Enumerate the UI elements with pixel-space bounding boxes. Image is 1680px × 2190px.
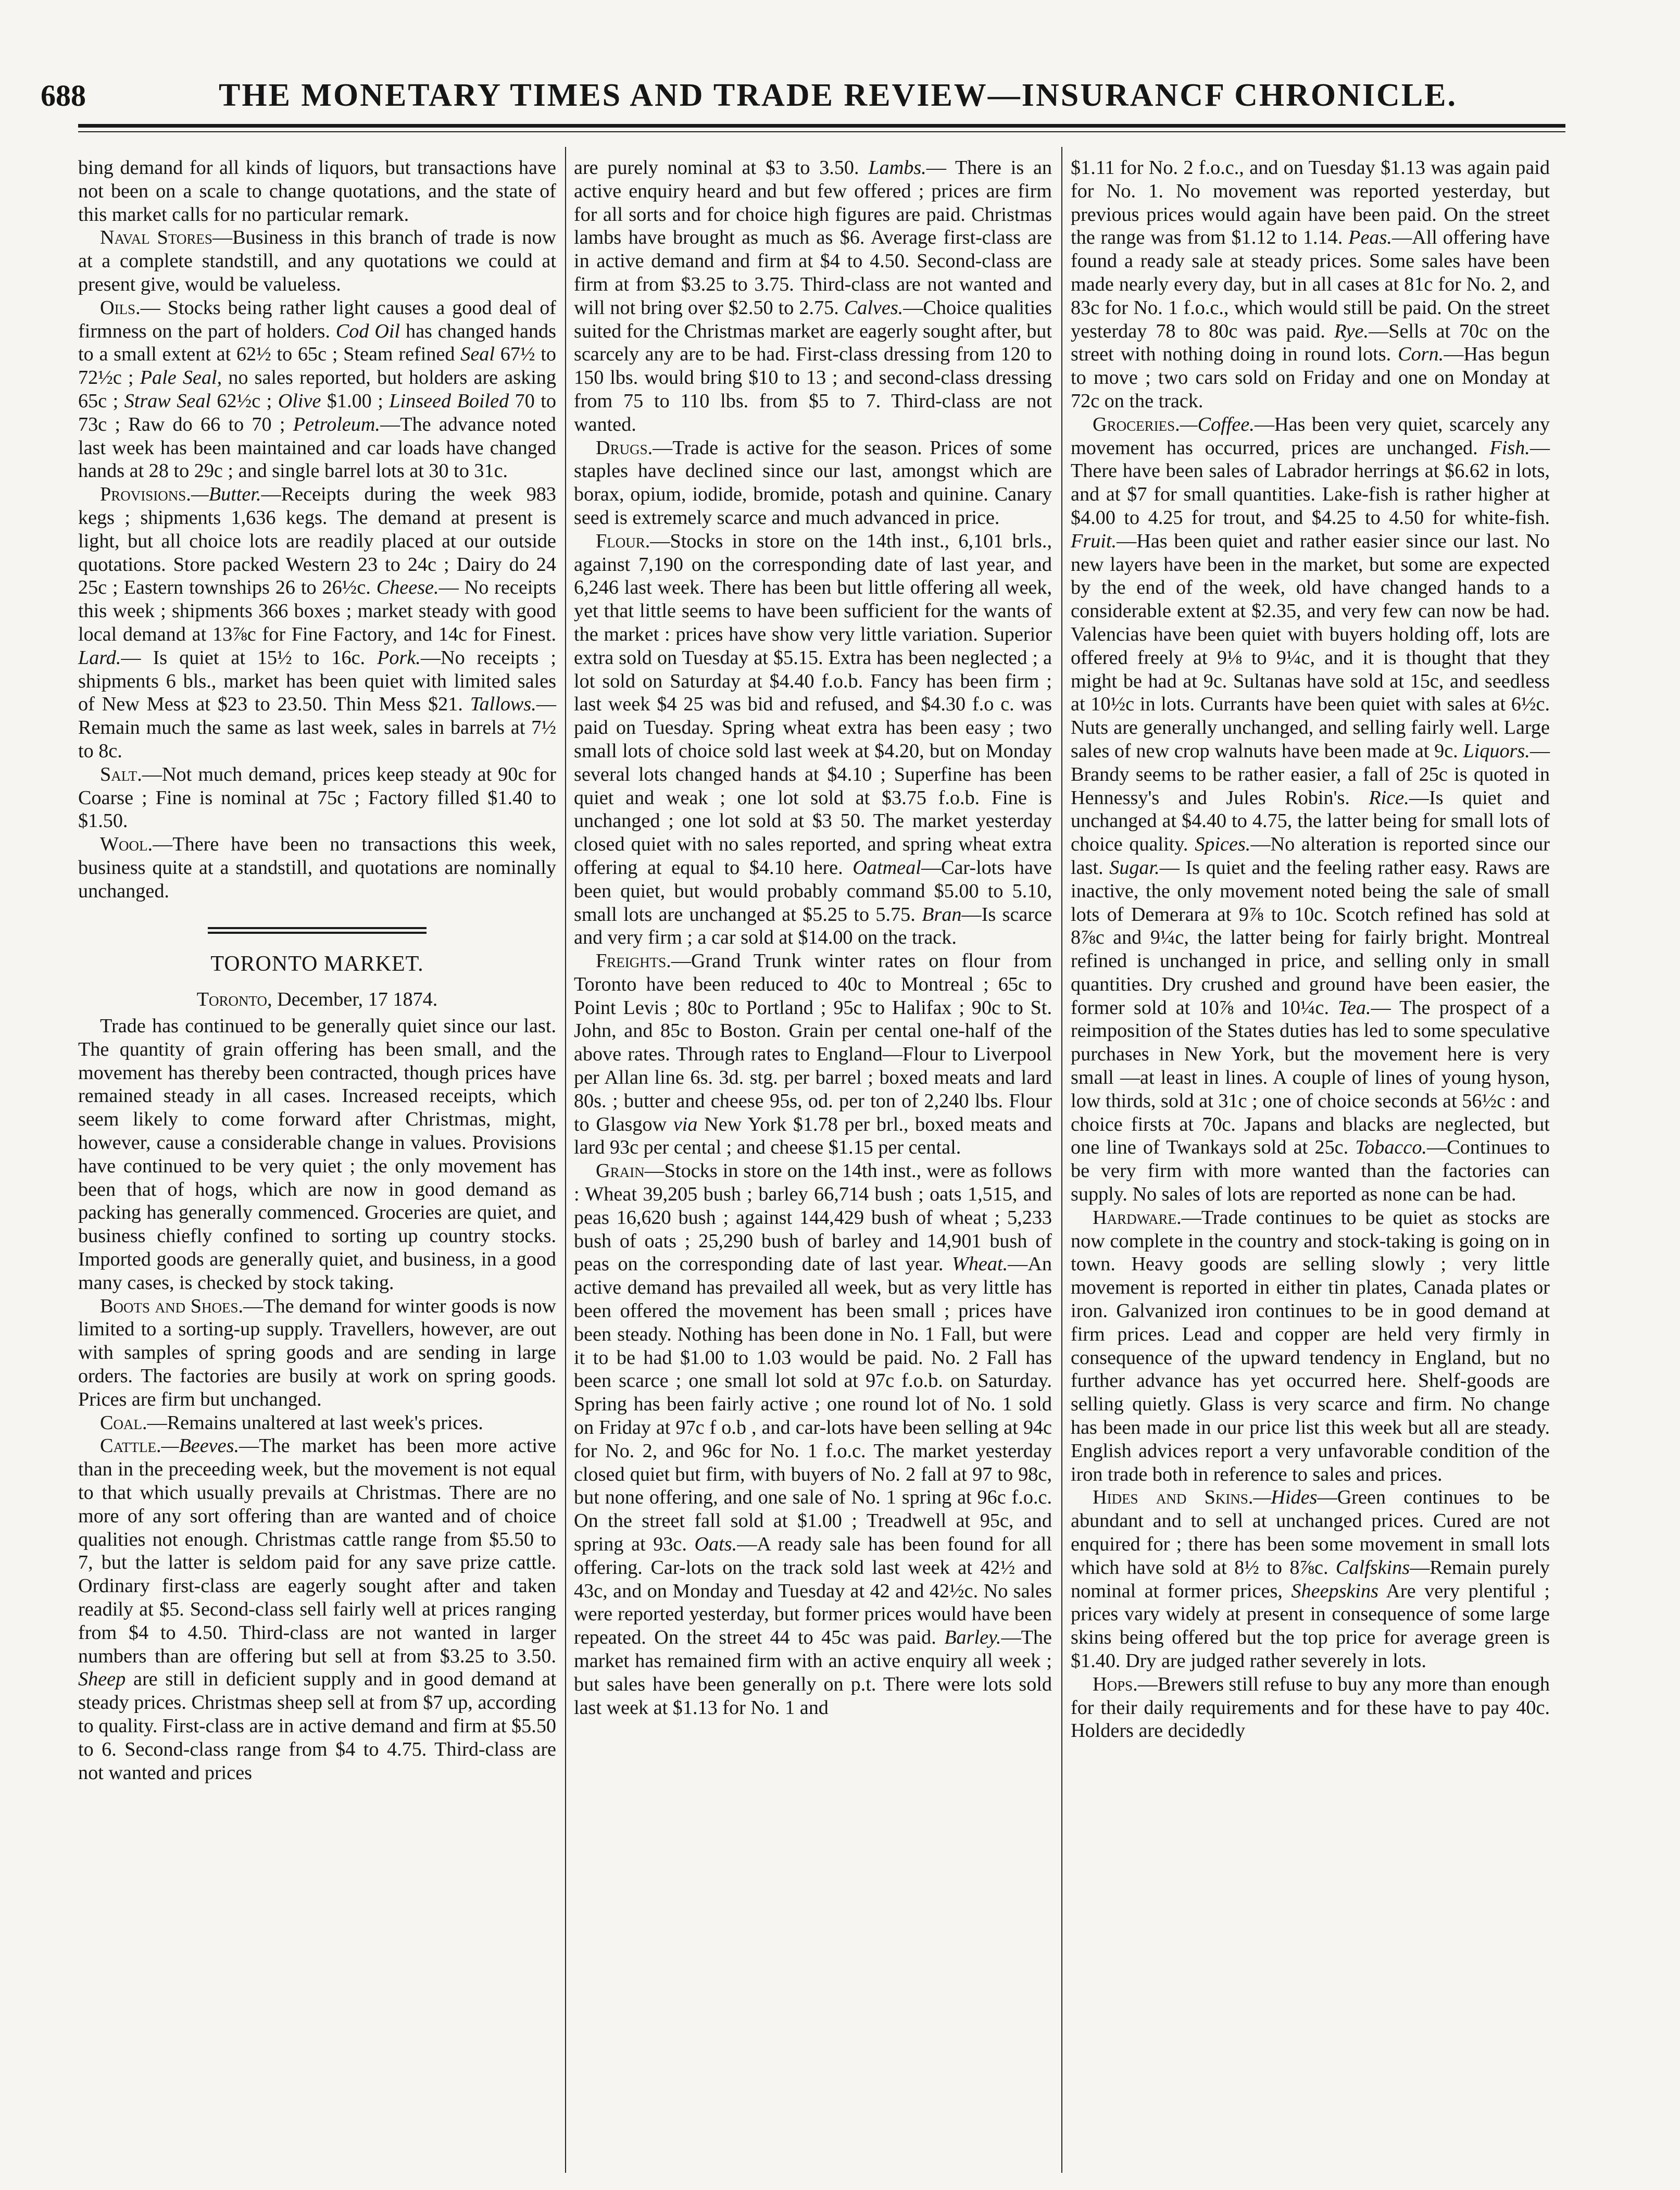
- item-label: Oats.: [694, 1533, 737, 1556]
- groceries-paragraph: [1071, 413, 1550, 1206]
- text: —Choice qualities suited for the Christmas market are eagerly sought after, but scarcely any are to be had. First-class dressing from 120 to 150 lbs. would bring $10 to 13 ; and second-class dressing from 75 to 110 lbs. from $5 to 7. Third-class are not wanted.: [574, 296, 1052, 435]
- text: —Remain purely nominal at former prices,: [1071, 1556, 1550, 1602]
- toronto-intro-paragraph: [78, 1015, 556, 1295]
- text: —Remains unaltered at last week's prices.: [147, 1411, 483, 1434]
- item-label: —Beeves.: [161, 1435, 239, 1457]
- dateline-place: Toronto,: [196, 988, 272, 1011]
- item-label: Rice.: [1369, 786, 1409, 809]
- text: —Green continues to be abundant and to sell at unchanged prices. Cured are not enquired for ; there has been some movement in small lots which have sold at 8½ to 8⅞c.: [1071, 1486, 1550, 1579]
- cattle-paragraph: [78, 1434, 556, 1784]
- text: — Is quiet at 15½ to 16c.: [121, 646, 378, 669]
- text: — Is quiet and the feeling rather easy. Raws are inactive, the only movement noted being the sale of small lots of Demerara at 9⅞ to 10c. Scotch refined has sold at 8⅞c and 9¼c, the latter being for fairly bright. Montreal refined is unchanged in price, and selling only in small quantities. Dry crushed and ground have been easier, the former sold at 10⅞ and 10¼c.: [1071, 856, 1550, 1019]
- text: — The prospect of a reimposition of the States duties has led to some speculative purchases in New York, but the movement here is very small —at least in lines. A couple of lines of young hyson, low thirds, sold at 31c ; one of choice seconds at 56½c : and choice firsts at 70c. Japans and blacks are neglected, but one line of Twankays sold at 25c.: [1071, 996, 1550, 1159]
- text: — Stocks being rather light causes a good deal of firmness on the part of holders.: [78, 296, 556, 342]
- text: —Brandy seems to be rather easier, a fall of 25c is quoted in Hennessy's and Jules Robin's.: [1071, 740, 1550, 809]
- item-label: Tobacco.: [1355, 1136, 1427, 1159]
- item-label: Lard.: [78, 646, 121, 669]
- text: are still in deficient supply and in good demand at steady prices. Christmas sheep sell at from $7 up, according to quality. First-class are in active demand and firm at $5.50 to 6. Second-class range from $4 to 4.75. Third-class are not wanted and prices: [78, 1668, 557, 1784]
- text: —Trade continues to be quiet as stocks are now complete in the country and stock-taking is going on in town. Heavy goods are selling slowly ; very little movement is reported in either tin plates, Canada plates or iron. Galvanized iron continues to be in good demand at firm prices. Lead and copper are held very firmly in consequence of the upward tendency in England, but no further advance has yet occurred here. Shelf-goods are selling quietly. Glass is very scarce and firm. No change has been made in our price list this week but all are steady. English advices report a very unfavorable condition of the iron trade both in reference to sales and prices.: [1071, 1206, 1550, 1485]
- text: —There have been sales of Labrador herrings at $6.62 in lots, and at $7 for small quantities. Lake-fish is rather higher at $4.00 to 4.25 for trout, and $4.25 to 4.50 for white-fish.: [1071, 436, 1550, 529]
- text: —The market has been more active than in the preceeding week, but the movement is not equal to that which usually prevails at Christmas. There are no more of any sort offering than are wanted and of choice qualities not enough. Christmas cattle range from $5.50 to 7, but the latter is seldom paid for any save prize cattle. Ordinary first-class are eagerly sought after and taken readily at $5. Second-class sell fairly well at prices ranging from $4 to 4.50. Third-class are not wanted in larger numbers than are offering but sell at from $3.25 to 3.50.: [78, 1435, 556, 1667]
- column-3: [1071, 156, 1550, 1743]
- section-label: Grain: [596, 1160, 645, 1182]
- section-label: Cattle.: [100, 1435, 161, 1457]
- section-label: Boots and Shoes.: [100, 1295, 244, 1317]
- text: —Brewers still refuse to buy any more than enough for their daily requirements and for these have to pay 40c. Holders are decidedly: [1071, 1673, 1550, 1742]
- text: —Trade is active for the season. Prices of some staples have declined since our last, amongst which are borax, opium, iodide, bromide, potash and quinine. Canary seed is extremely scarce and much advanced in price.: [574, 436, 1052, 529]
- item-label: —Butter.: [191, 483, 261, 506]
- text: New York $1.78 per brl., boxed meats and lard 93c per cental ; and cheese $1.15 per cental.: [574, 1113, 1052, 1159]
- page-number: 688: [41, 79, 86, 112]
- text: —The demand for winter goods is now limited to a sorting-up supply. Travellers, however, are out with samples of spring goods and are sending in large orders. The factories are busily at work on spring goods. Prices are firm but unchanged.: [78, 1295, 557, 1410]
- section-label: Freights.: [596, 950, 671, 972]
- section-label: Oils.: [100, 296, 141, 319]
- hides-paragraph: [1071, 1486, 1550, 1672]
- item-label: Cheese.: [376, 577, 439, 599]
- item-label: Peas.: [1348, 227, 1392, 249]
- section-label: Groceries.: [1093, 413, 1180, 435]
- dateline-date: December, 17 1874.: [272, 988, 438, 1011]
- item-label: Lambs.: [868, 157, 926, 179]
- section-label: Wool.: [100, 833, 153, 856]
- item-label: Corn.: [1398, 343, 1444, 366]
- text: —No alteration is reported since our last.: [1071, 833, 1550, 879]
- section-label: Flour.: [596, 530, 650, 552]
- text: Trade has continued to be generally quiet since our last. The quantity of grain offering has been small, and the movement has thereby been contracted, though prices have remained steady in all cases. Increased receipts, which seem likely to come forward after Christmas, might, however, cause a considerable change in values. Provisions have continued to be very quiet ; the only movement has been that of hogs, which are now in good demand as packing has generally commenced. Groceries are quiet, and business chiefly confined to sorting up country stocks. Imported goods are generally quiet, and business, in a good many cases, is checked by stock taking.: [78, 1015, 556, 1294]
- item-label: Rye.: [1334, 320, 1369, 342]
- text: —Has been quiet and rather easier since our last. No new layers have been in the market, but some are expected by the end of the week, old have changed hands to a considerable extent at $2.35, and very few can now be had. Valencias have been quiet with buyers holding off, lots are offered freely at 9⅛ to 9¼c, and it is thought that they might be had at 9c. Sultanas have sold at 15c, and seedless at 10½c in lots. Currants have been quiet with sales at 6½c. Nuts are generally unchanged, and selling fairly well. Large sales of new crop walnuts have been made at 9c.: [1071, 530, 1550, 762]
- page-title: THE MONETARY TIMES AND TRADE REVIEW—INSURANCF CHRONICLE.: [219, 78, 1458, 113]
- item-label: Pork.: [377, 646, 421, 669]
- item-label: Wheat.: [952, 1253, 1008, 1275]
- naval-stores-paragraph: [78, 226, 556, 296]
- item-label: —Hides: [1253, 1486, 1318, 1509]
- provisions-paragraph: [78, 483, 556, 763]
- text: —The advance noted last week has been maintained and car loads have changed hands at 28 to 29c ; and single barrel lots at 30 to 31c.: [78, 413, 556, 482]
- oils-paragraph: [78, 296, 556, 483]
- section-label: Hardware.: [1093, 1206, 1182, 1229]
- text: —Is scarce and very firm ; a car sold at $14.00 on the track.: [574, 903, 1052, 949]
- text: —Stocks in store on the 14th inst., 6,101 brls., against 7,190 on the corresponding date of last year, and 6,246 last week. There has been but little offering all week, yet that little seems to have been sufficient for the wants of the market : prices have show very little variation. Superior extra sold on Tuesday at $5.15. Extra has been neglected ; a lot sold on Saturday at $4.40 f.o.b. Fancy has been firm ; last week $4 25 was bid and refused, and $4.30 f.o c. was paid on Tuesday. Spring wheat extra has been easy ; two small lots of choice sold last week at $4.20, but on Monday several lots changed hands at $4.10 ; Superfine has been quiet and weak ; one lot sold at $3.75 f.o.b. Fine is unchanged ; one lot sold at $3 50. The market yesterday closed quiet with no sales reported, and spring wheat extra offering at equal to $4.10 here.: [574, 530, 1052, 879]
- freights-paragraph: [574, 949, 1052, 1159]
- text: — There is an active enquiry heard and but few offered ; prices are firm for all sorts and for choice high figures are paid. Christmas lambs have brought as much as $6. Average first-class are in active demand and firm at $4 to 4.50. Second-class are firm at from $3.25 to 3.75. Third-class are not wanted and will not bring over $2.50 to 2.75.: [574, 157, 1052, 319]
- section-label: Naval Stores: [100, 227, 212, 249]
- item-label: Spices.: [1195, 833, 1251, 856]
- item-label: Calfskins: [1335, 1556, 1410, 1579]
- text: —Sells at 70c on the street with nothing doing in round lots.: [1071, 320, 1550, 366]
- text: —The market has remained firm with an active enquiry all week ; but sales have been generally on p.t. There were lots sold last week at $1.13 for No. 1 and: [574, 1626, 1052, 1719]
- text: —Receipts during the week 983 kegs ; shipments 1,636 kegs. The demand at present is light, but all choice lots are readily placed at our outside quotations. Store packed Western 23 to 24c ; Dairy do 24 25c ; Eastern townships 26 to 26½c.: [78, 483, 556, 599]
- text: —Has been very quiet, scarcely any movement has occurred, prices are unchanged.: [1071, 413, 1550, 459]
- item-label: Sheepskins: [1291, 1580, 1378, 1602]
- text: no sales reported, but holders are asking 65c ;: [78, 367, 556, 412]
- text: has changed hands to a small extent at 62½ to 65c ; Steam refined: [78, 320, 556, 366]
- text: —An active demand has prevailed all week, but as very little has been offered the movement has been small ; prices have been steady. Nothing has been done in No. 1 Fall, but were it to be had $1.00 to 1.03 would be paid. No. 2 Fall has been scarce ; one small lot sold at 97c f.o.b. on Saturday. Spring has been fairly active ; one round lot of No. 1 sold on Friday at 97c f o.b , and car-lots have been selling at 94c for No. 2, and 96c for No. 1 f.o.c. The market yesterday closed quiet but firm, with buyers of No. 2 fall at 97 to 98c, but none offering, and one sale of No. 1 spring at 96c f.o.c. On the street fall sold at $1.00 ; Treadwell at 95c, and spring at 93c.: [574, 1253, 1052, 1556]
- item-label: Liquors.: [1463, 740, 1530, 762]
- grain-paragraph-continued: [1071, 156, 1550, 413]
- text: —Remain much the same as last week, sales in barrels at 7½ to 8c.: [78, 693, 556, 762]
- coal-paragraph: [78, 1411, 556, 1435]
- section-label: Provisions.: [100, 483, 191, 506]
- item-label: Tea.: [1338, 996, 1371, 1019]
- text: 67½ to 72½c ;: [78, 343, 556, 389]
- hops-paragraph: [1071, 1673, 1550, 1743]
- boots-paragraph: [78, 1295, 556, 1411]
- column-divider-1: [565, 147, 566, 2173]
- salt-paragraph: [78, 763, 556, 833]
- item-label: Straw Seal: [124, 390, 211, 412]
- section-label: Salt.: [100, 763, 142, 785]
- item-label: Sugar.: [1109, 856, 1160, 879]
- item-label: Sheep: [78, 1668, 126, 1691]
- item-label: Olive: [278, 390, 321, 412]
- text: —No receipts ; shipments 6 bls., market has been quiet with limited sales of New Mess at $23 to 23.50. Thin Mess $21.: [78, 646, 556, 716]
- section-label: Hides and Skins.: [1093, 1486, 1253, 1509]
- column-1: [78, 156, 556, 1784]
- text: 70 to 73c ; Raw do 66 to 70 ;: [78, 390, 556, 435]
- text: —Business in this branch of trade is now at a complete standstill, and any quotations we could at present give, would be valueless.: [78, 227, 556, 295]
- text: $1.11 for No. 2 f.o.c., and on Tuesday $1.13 was again paid for No. 1. No movement was reported yesterday, but previous prices would again have been paid. On the street the range was from $1.12 to 1.14.: [1071, 157, 1550, 249]
- item-label: Bran: [922, 903, 962, 925]
- item-label: Seal: [460, 343, 495, 366]
- grain-paragraph: [574, 1159, 1052, 1719]
- text: —Continues to be very firm with more wanted than the factories can supply. No sales of lots are reported as none can be had.: [1071, 1136, 1550, 1206]
- item-label: Linseed Boiled: [389, 390, 509, 412]
- text: —Not much demand, prices keep steady at 90c for Coarse ; Fine is nominal at 75c ; Factory filled $1.40 to $1.50.: [78, 763, 556, 832]
- item-label: Fish.: [1489, 436, 1530, 459]
- item-label: Oatmeal: [852, 856, 921, 879]
- section-label: Coal.: [100, 1411, 147, 1434]
- item-label: Calves.: [844, 296, 904, 319]
- flour-paragraph: [574, 530, 1052, 949]
- text: —Is quiet and unchanged at $4.40 to 4.75, the latter being for small lots of choice quality.: [1071, 786, 1550, 856]
- text: —Car-lots have been quiet, but would probably command $5.00 to 5.10, small lots are unchanged at $5.25 to 5.75.: [574, 856, 1052, 925]
- section-title: TORONTO MARKET.: [210, 952, 424, 976]
- column-2: [574, 156, 1052, 1719]
- item-label: Pale Seal,: [140, 367, 222, 389]
- wool-paragraph: [78, 833, 556, 903]
- item-label: Cod Oil: [335, 320, 400, 342]
- header-rule-top: [78, 124, 1565, 128]
- item-label: Petroleum.: [293, 413, 380, 435]
- liquors-paragraph-continued: [78, 156, 556, 226]
- column-divider-2: [1061, 147, 1062, 2173]
- text: are purely nominal at $3 to 3.50.: [574, 157, 869, 179]
- text: —Has begun to move ; two cars sold on Friday and one on Monday at 72c on the track.: [1071, 343, 1550, 412]
- text: —There have been no transactions this week, business quite at a standstill, and quotations are nominally unchanged.: [78, 833, 556, 902]
- text: $1.00 ;: [321, 390, 390, 412]
- text: —All offering have found a ready sale at steady prices. Some sales have been made nearly every day, but in all cases at 81c for No. 2, and 83c for No. 1 f.o.c., which would still be paid. On the street yesterday 78 to 80c was paid.: [1071, 227, 1550, 342]
- text: —Grand Trunk winter rates on flour from Toronto have been reduced to 40c to Montreal ; 65c to Point Levis ; 80c to Portland ; 95c to Halifax ; 90c to St. John, and 85c to Boston. Grain per cental one-half of the above rates. Through rates to England—Flour to Liverpool per Allan line 6s. 3d. stg. per barrel ; boxed meats and lard 80s. ; butter and cheese 95s, od. per ton of 2,240 lbs. Flour to Glasgow: [574, 950, 1052, 1135]
- section-label: Drugs.: [596, 436, 653, 459]
- header-rule-bottom: [78, 131, 1565, 132]
- item-label: —Coffee.: [1180, 413, 1255, 435]
- text: Are very plentiful ; prices vary widely at present in consequence of some large skins being offered but the top price for average green is $1.40. Dry are judged rather severely in lots.: [1071, 1580, 1550, 1672]
- item-label: Fruit.: [1071, 530, 1117, 552]
- text: 62½c ;: [210, 390, 278, 412]
- hardware-paragraph: [1071, 1206, 1550, 1486]
- section-separator: [208, 927, 427, 934]
- section-label: Hops.: [1093, 1673, 1138, 1695]
- text: — No receipts this week ; shipments 366 boxes ; market steady with good local demand at 13⅞c for Fine Factory, and 14c for Finest.: [78, 577, 556, 645]
- text: bing demand for all kinds of liquors, but transactions have not been on a scale to change quotations, and the state of this market calls for no particular remark.: [78, 157, 556, 226]
- item-label: via: [673, 1113, 698, 1135]
- text: —Stocks in store on the 14th inst., were as follows : Wheat 39,205 bush ; barley 66,714 bush ; oats 1,515, and peas 16,620 bush ; against 144,429 bush of wheat ; 5,233 bush of oats ; 25,290 bush of barley and 14,901 bush of peas on the corresponding date of last year.: [574, 1160, 1052, 1275]
- item-label: Tallows.: [470, 693, 536, 716]
- cattle-paragraph-continued: [574, 156, 1052, 436]
- drugs-paragraph: [574, 436, 1052, 530]
- text: —A ready sale has been found for all offering. Car-lots on the track sold last week at 42½ and 43c, and on Monday and Tuesday at 42 and 42½c. No sales were reported yesterday, but former prices would have been repeated. On the street 44 to 45c was paid.: [574, 1533, 1052, 1649]
- dateline: [78, 988, 556, 1011]
- item-label: Barley.: [944, 1626, 1001, 1649]
